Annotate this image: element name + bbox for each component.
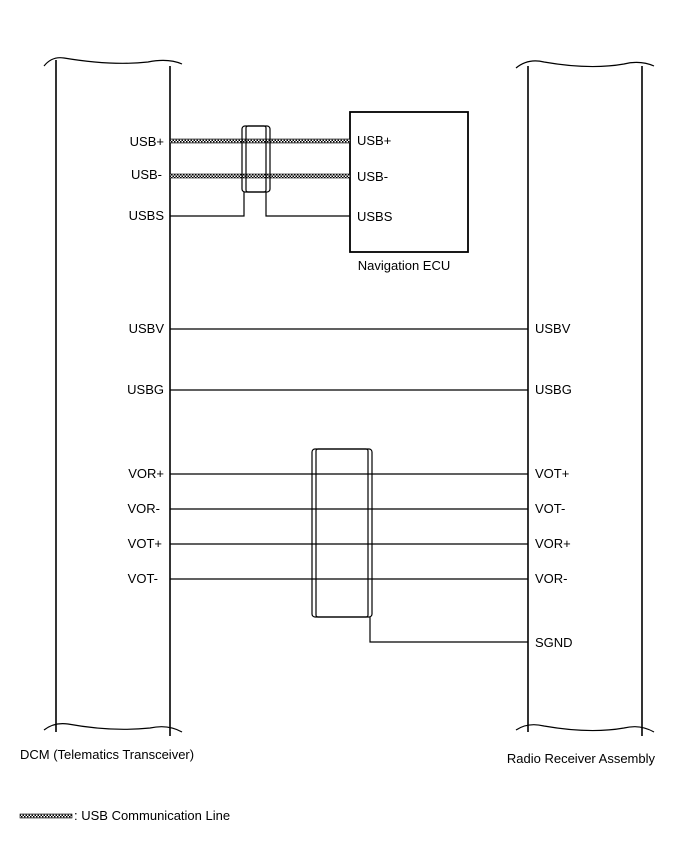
legend [20, 808, 230, 823]
radio-label: Radio Receiver Assembly [506, 751, 655, 766]
dcm-pin-vor-minus: VOR- [127, 501, 160, 516]
dcm-pin-usb-plus: USB+ [129, 134, 164, 149]
dcm-pin-vor-plus: VOR+ [128, 466, 164, 481]
radio-pin-vot-minus: VOT- [535, 501, 566, 516]
sgnd-wire [370, 617, 528, 642]
dcm-pin-vot-plus: VOT+ [127, 536, 162, 551]
dcm-label: DCM (Telematics Transceiver) [20, 747, 195, 762]
radio-pin-vor-minus: VOR- [535, 571, 568, 586]
nav-pin-usb-plus: USB+ [357, 133, 392, 148]
nav-ecu-label: Navigation ECU [357, 258, 451, 273]
nav-pin-usbs: USBS [357, 209, 393, 224]
dcm-pin-usbv: USBV [128, 321, 164, 336]
radio-pin-sgnd: SGND [535, 635, 573, 650]
legend-label: : USB Communication Line [74, 808, 231, 823]
usb-minus-comm-line [170, 174, 350, 178]
usbs-wire [170, 192, 350, 216]
nav-pin-usb-minus: USB- [357, 169, 389, 184]
dcm-pin-usbs: USBS [128, 208, 164, 223]
usb-shield [242, 126, 270, 192]
dcm-pin-usbg: USBG [127, 382, 164, 397]
radio-pin-usbg: USBG [535, 382, 572, 397]
legend-usb-line-swatch [20, 814, 72, 818]
usb-plus-comm-line [170, 139, 350, 143]
radio-pin-vor-plus: VOR+ [535, 536, 571, 551]
radio-pin-usbv: USBV [535, 321, 571, 336]
dcm-pin-usb-minus: USB- [130, 167, 162, 182]
dcm-pin-vot-minus: VOT- [127, 571, 158, 586]
radio-pin-vot-plus: VOT+ [535, 466, 570, 481]
